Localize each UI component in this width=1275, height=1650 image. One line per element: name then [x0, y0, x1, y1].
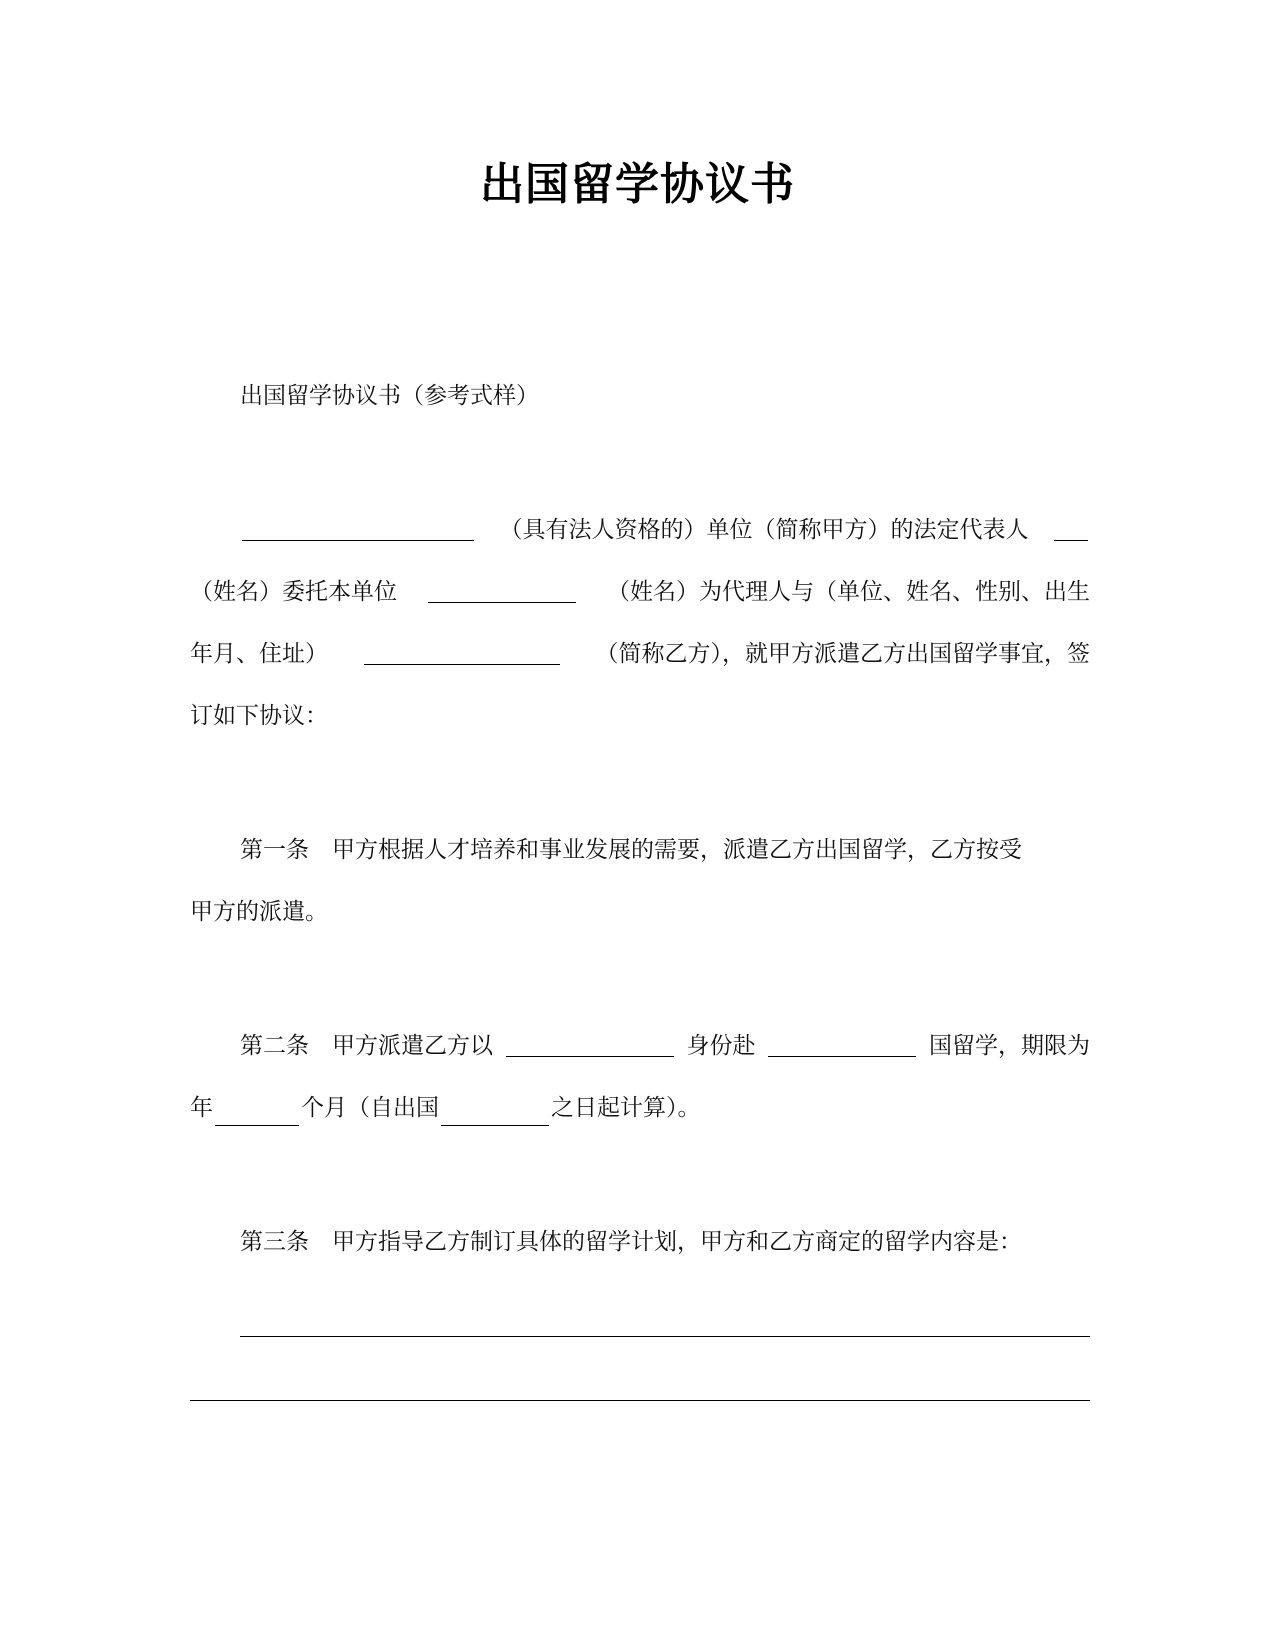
article-1-line-2: 甲方的派遣。	[190, 899, 328, 925]
study-content-blank-line-2[interactable]	[190, 1400, 1090, 1401]
blank-agent-name[interactable]	[428, 574, 576, 603]
preamble-line-3: 年月、住址） （简称乙方），就甲方派遣乙方出国留学事宜，签	[190, 636, 1090, 672]
blank-destination-country[interactable]	[768, 1028, 916, 1057]
article-2-line-1: 第二条 甲方派遣乙方以 身份赴 国留学，期限为	[240, 1028, 1090, 1064]
blank-legal-representative[interactable]	[1054, 512, 1088, 541]
preamble-line-4: 订如下协议：	[190, 703, 328, 729]
document-subtitle: 出国留学协议书（参考式样）	[240, 383, 539, 409]
preamble-line-1: （具有法人资格的）单位（简称甲方）的法定代表人	[240, 512, 1090, 548]
study-content-blank-line-1[interactable]	[240, 1336, 1090, 1337]
article-3-line-1: 第三条 甲方指导乙方制订具体的留学计划，甲方和乙方商定的留学内容是：	[240, 1229, 1022, 1255]
document-title: 出国留学协议书	[480, 159, 795, 210]
blank-duration-months[interactable]	[215, 1097, 299, 1126]
article-2-line-2: 年 个月（自出国 之日起计算）。	[190, 1090, 1090, 1126]
blank-party-b-details[interactable]	[364, 636, 560, 665]
blank-study-status[interactable]	[506, 1028, 674, 1057]
preamble-line-2: （姓名）委托本单位 （姓名）为代理人与（单位、姓名、性别、出生	[190, 574, 1090, 610]
article-1-line-1: 第一条 甲方根据人才培养和事业发展的需要，派遣乙方出国留学，乙方按受	[240, 837, 1022, 863]
blank-departure-date[interactable]	[441, 1097, 549, 1126]
blank-employer-unit[interactable]	[242, 512, 474, 541]
